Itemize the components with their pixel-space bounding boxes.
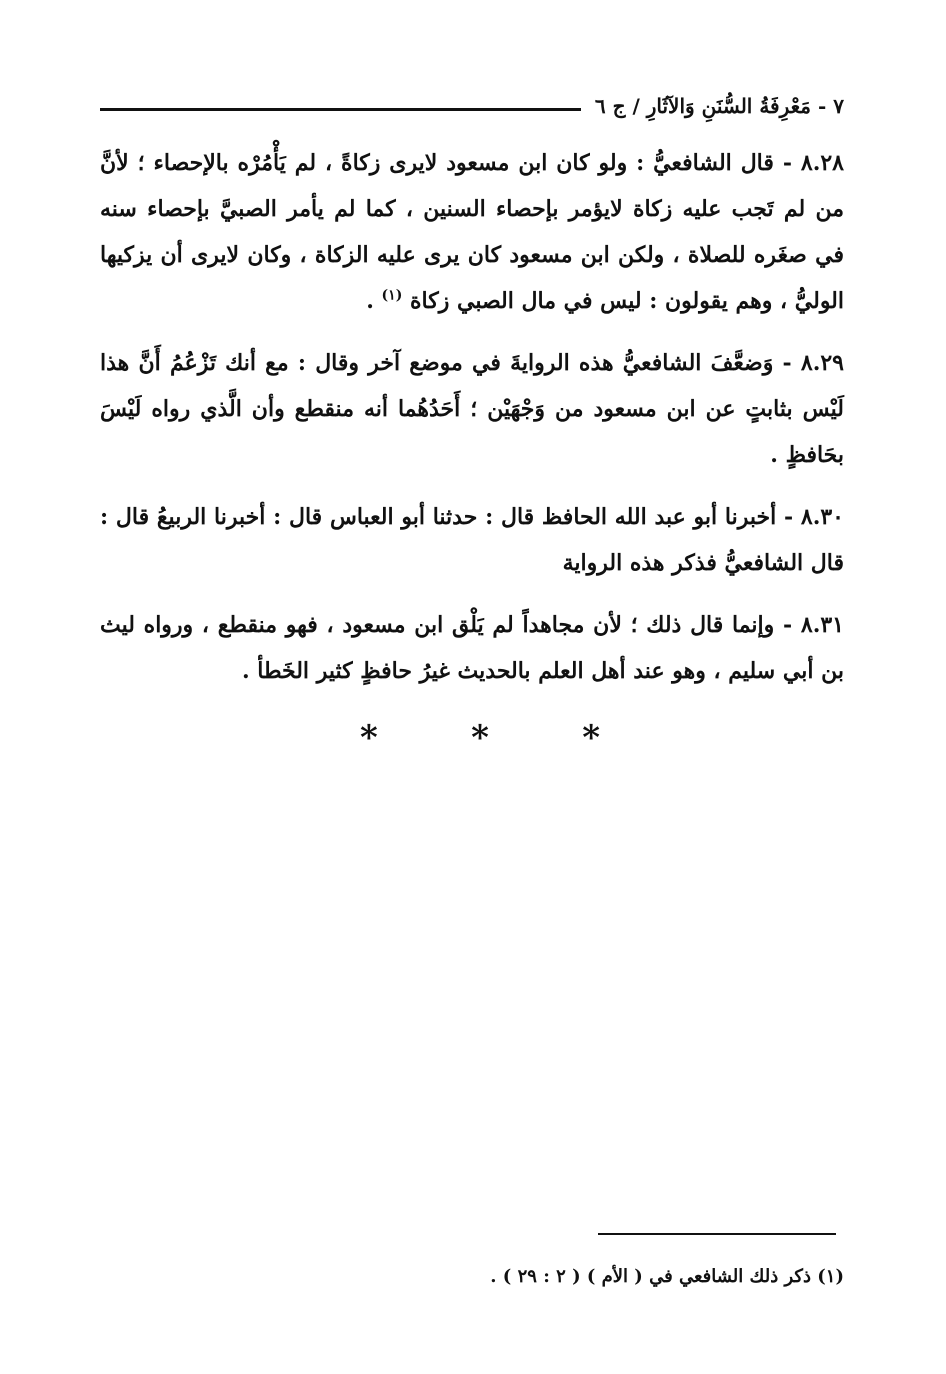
section-separator: [360, 718, 600, 758]
paragraph-number: ٨.٣١ -: [783, 612, 844, 638]
paragraph-end-mark: .: [366, 288, 374, 314]
footnote-rule: [598, 1233, 836, 1235]
paragraph-text: أخبرنا أبو عبد الله الحافظ قال : حدثنا أبو العباس قال : أخبرنا الربيعُ قال : قال الشافعيُّ فذكر هذه الرواية: [100, 504, 844, 576]
header-rule: [100, 108, 581, 111]
paragraph-text: وَضعَّفَ الشافعيُّ هذه الروايةَ في موضع آخر وقال : مع أنك تَزْعُمُ أَنَّ هذا لَيْس بثابتٍ عن ابن مسعود من وَجْهَيْن ؛ أَحَدُهُما أنه منقطع وأن الَّذي رواه لَيْسَ بحَافظٍ .: [100, 350, 844, 468]
separator-star: *: [582, 718, 600, 758]
footnote: [300, 1262, 844, 1292]
footnote-reference: (١): [381, 287, 403, 304]
paragraph-text: وإنما قال ذلك ؛ لأن مجاهداً لم يَلْق ابن مسعود ، فهو منقطع ، ورواه ليث بن أبي سليم ، وهو عند أهل العلم بالحديث غيرُ حافظٍ كثير الخَطأ .: [100, 612, 844, 684]
paragraph-8-30: [100, 494, 844, 586]
paragraph-number: ٨.٢٨ -: [782, 150, 844, 176]
paragraph-8-31: [100, 602, 844, 694]
running-header: [100, 86, 844, 126]
paragraph-number: ٨.٣٠ -: [783, 504, 844, 530]
paragraph-8-28: [100, 140, 844, 324]
running-header-title: ٧ - مَعْرِفَةُ السُّنَنِ وَالآثَارِ / ج ٦: [594, 94, 844, 118]
separator-star: *: [360, 718, 378, 758]
paragraph-8-29: [100, 340, 844, 478]
main-text: [100, 140, 844, 710]
paragraph-text: قال الشافعيُّ : ولو كان ابن مسعود لايرى زكاةً ، لم يَأْمُرْه بالإحصاء ؛ لأنَّ من لم تَجب عليه زكاة لايؤمر بإحصاء السنين ، كما لم يأمر الصبيَّ بإحصاء سنه في صغَره للصلاة ، ولكن ابن مسعود كان يرى عليه الزكاة ، وكان لايرى أن يزكيها الوليُّ ، وهم يقولون : ليس في مال الصبي زكاة: [100, 150, 844, 314]
paragraph-number: ٨.٢٩ -: [782, 350, 844, 376]
separator-star: *: [471, 718, 489, 758]
footnote-text: (١) ذكر ذلك الشافعي في ( الأم ) ( ٢ : ٢٩ ) .: [490, 1266, 844, 1287]
